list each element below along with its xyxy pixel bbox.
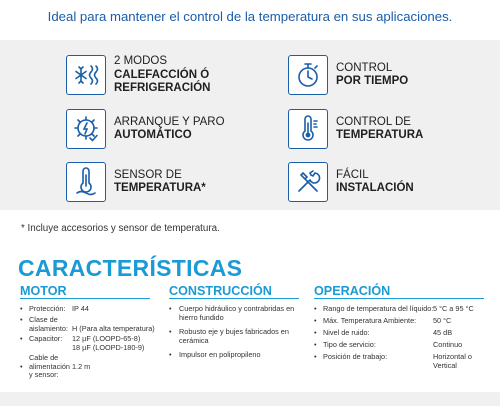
feature-sensor-line1: SENSOR DE — [114, 168, 182, 181]
spec-value: 50 °C — [433, 316, 452, 325]
construccion-divider — [169, 298, 299, 299]
feature-install — [288, 162, 414, 202]
operacion-row-position: • Posición de trabajo: Horizontal o Vertical — [314, 352, 472, 370]
motor-row-cable: • Cable de alimentación y sensor: 1.2 m — [20, 353, 91, 380]
feature-install-line2: INSTALACIÓN — [336, 182, 414, 194]
list-item: • Impulsor en polipropileno — [169, 351, 304, 360]
construccion-heading: CONSTRUCCIÓN — [169, 284, 272, 298]
operacion-row-ambient: • Máx. Temperatura Ambiente: 50 °C — [314, 316, 452, 325]
motor-row-insulation: • Clase de aislamiento: H (Para alta temperatura) — [20, 315, 155, 333]
spec-key: Tipo de servicio: — [323, 340, 376, 349]
feature-startup-line2: AUTOMÁTICO — [114, 129, 192, 141]
feature-modes-line2: CALEFACCIÓN Ó — [114, 68, 210, 81]
spec-key: Clase de — [29, 315, 58, 324]
spec-key: Capacitor: — [29, 334, 63, 343]
feature-startup — [66, 109, 225, 149]
motor-divider — [20, 298, 150, 299]
feature-timer-line1: CONTROL — [336, 61, 393, 74]
spec-key: Máx. Temperatura Ambiente: — [323, 316, 417, 325]
thermometer-control-icon — [288, 109, 328, 149]
bottom-strip — [0, 392, 500, 406]
feature-timer-line2: POR TIEMPO — [336, 75, 409, 87]
spec-value: Continuo — [433, 340, 463, 349]
auto-start-gear-icon — [66, 109, 106, 149]
operacion-row-service: • Tipo de servicio: Continuo — [314, 340, 463, 349]
spec-value: 1.2 m — [72, 361, 91, 371]
feature-install-line1: FÁCIL — [336, 168, 369, 181]
list-item: • Cuerpo hidráulico y contrabridas en hierro fundido — [169, 305, 304, 322]
motor-row-protection: • Protección: IP 44 — [20, 304, 89, 313]
operacion-divider — [314, 298, 484, 299]
tools-icon — [288, 162, 328, 202]
spec-value: 5 °C a 95 °C — [433, 304, 474, 313]
feature-tempctl-line1: CONTROL DE — [336, 115, 411, 128]
spec-value: 12 µF (LOOPD-65-8) — [72, 334, 141, 343]
spec-key-line3: y sensor: — [29, 370, 59, 380]
spec-key-line2: alimentación — [29, 361, 70, 371]
feature-timer — [288, 55, 408, 95]
spec-value: Horizontal o — [433, 352, 472, 361]
operacion-heading: OPERACIÓN — [314, 284, 391, 298]
operacion-row-liquid-temp: • Rango de temperatura del líquido: 5 °C a 95 °C — [314, 304, 474, 313]
spec-value: 45 dB — [433, 328, 453, 337]
feature-sensor-line2: TEMPERATURA* — [114, 182, 206, 194]
spec-value: IP 44 — [72, 304, 89, 313]
heat-cool-icon — [66, 55, 106, 95]
headline: Ideal para mantener el control de la temperatura en sus aplicaciones. — [47, 9, 453, 24]
spec-value-line2: Vertical — [433, 360, 457, 370]
feature-sensor — [66, 162, 206, 202]
feature-tempctl-line2: TEMPERATURA — [336, 129, 424, 141]
section-title: CARACTERÍSTICAS — [18, 255, 243, 281]
motor-row-capacitor: • Capacitor: 12 µF (LOOPD-65-8) 18 µF (LOOPD-180-9) — [20, 334, 145, 352]
feature-modes-line1: 2 MODOS — [114, 55, 168, 67]
feature-modes — [66, 55, 210, 96]
feature-startup-line1: ARRANQUE Y PARO — [114, 115, 225, 128]
spec-value-line2: 18 µF (LOOPD-180-9) — [72, 342, 145, 352]
construccion-list — [169, 305, 304, 366]
spec-key: Protección: — [29, 304, 66, 313]
temperature-sensor-icon — [66, 162, 106, 202]
list-item: • Robusto eje y bujes fabricados en cerámica — [169, 328, 304, 345]
spec-key-line2: aislamiento: — [29, 323, 68, 333]
operacion-row-noise: • Nivel de ruido: 45 dB — [314, 328, 453, 337]
spec-key: Rango de temperatura del líquido: — [323, 304, 434, 313]
feature-panel — [0, 40, 500, 210]
motor-heading: MOTOR — [20, 284, 67, 298]
spec-key: Nivel de ruido: — [323, 328, 370, 337]
spec-value: H (Para alta temperatura) — [72, 323, 155, 333]
feature-modes-line3: REFRIGERACIÓN — [114, 82, 211, 94]
spec-key: Posición de trabajo: — [323, 352, 388, 361]
stopwatch-icon — [288, 55, 328, 95]
feature-temperature-control — [288, 109, 423, 149]
footnote: * Incluye accesorios y sensor de temperatura. — [21, 223, 220, 234]
spec-key: Cable de — [29, 353, 59, 362]
